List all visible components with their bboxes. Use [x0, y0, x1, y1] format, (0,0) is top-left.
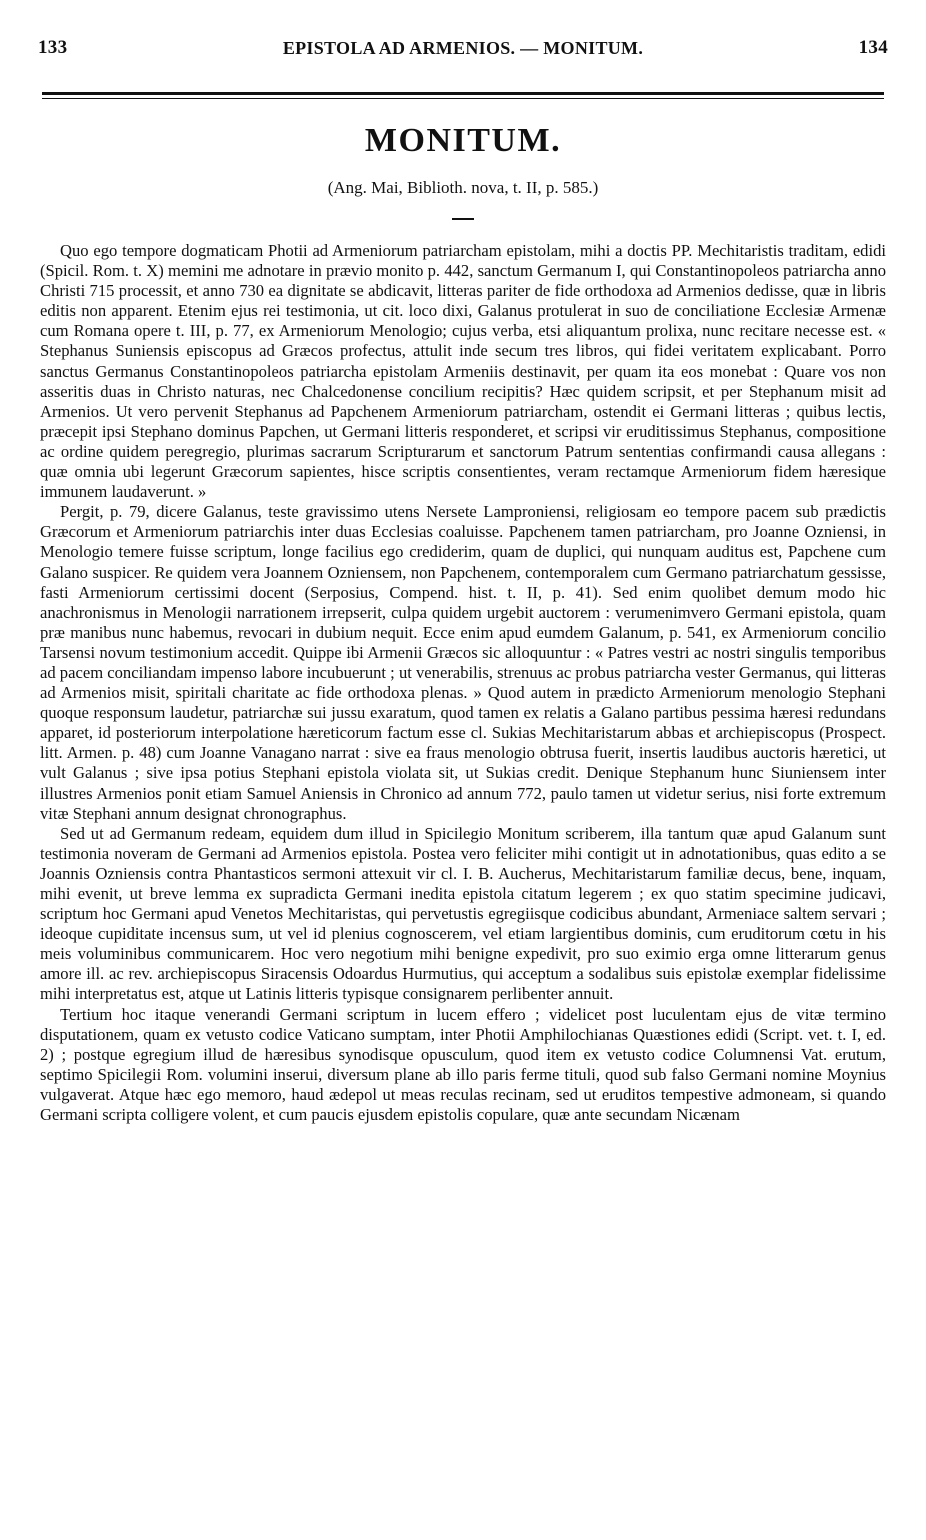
source-citation: (Ang. Mai, Biblioth. nova, t. II, p. 585.) [327, 178, 599, 197]
paragraph-1: Quo ego tempore dogmaticam Photii ad Armeniorum patriarcham epistolam, mihi a doctis PP. Mechitaristis traditam, edidi (Spicil. Rom. t. X) memini me adnotare in prævio monito p. 442, sanctum Germanum I, qui Constantinopoleos patriarcha anno Christi 715 processit, et anno 730 ea dignitate se abdicavit, litteras pariter de fide orthodoxa ad Armenios dedisse, quæ in libris editis non apparent. Etenim ejus rei testimonia, ut cit. loco dixi, Galanus protulerat in suo de conciliatione Ecclesiæ Armenæ cum Romana opere t. III, p. 77, ex Armeniorum Menologio; cujus verba, etsi aliquantum prolixa, nunc recitare necesse est. « Stephanus Suniensis episcopus ad Græcos profectus, attulit inde secum tres libros, qui fidei veritatem explicabant. Porro sanctus Germanus Constantinopoleos patriarcha epistolam Armeniis destinavit, per quam ita eos monebat : Quare vos non asseritis duas in Christo naturas, nec Chalcedonense concilium recipitis? Hæc quidem scripsit, et per Stephanum misit ad Armenios. Ut vero pervenit Stephanus ad Papchenem Armeniorum patriarcham, ostendit ei Germani litteras ; quibus lectis, præcepit ipsi Stephano dominus Papchen, ut Germani litteris responderet, et scripsi vir eruditissimus Stephanus, compositione ac ordine quidem peregregio, plurimas sacrarum Scripturarum et sanctorum Patrum sententias confirmandi causa allegans : quæ omnia ubi legerunt Græcorum sapientes, hisce scriptis consentientes, veram rectamque Armeniorum fidem hæresique immunem laudaverunt. » [40, 241, 886, 502]
paragraph-4: Tertium hoc itaque venerandi Germani scriptum in lucem effero ; videlicet post luculentam ejus de vitæ termino disputationem, quam ex vetusto codice Vaticano sumptam, inter Photii Amphilochianas Quæstiones edidi (Script. vet. t. I, ed. 2) ; postque egregium illud de hæresibus synodisque opusculum, quod item ex vetusto codice Columnensi Vat. erutum, septimo Spicilegii Rom. volumini inserui, diversum plane ab illo paris ferme tituli, quod sub falso Germani nomine Moynius vulgaverat. Atque hæc ego memoro, haud ædepol ut meas reculas recinam, sed ut eruditos tempestive admoneam, si quando Germani scripta colligere volent, et cum paucis ejusdem epistolis copulare, quæ ante secundam Nicænam [40, 1004, 886, 1125]
header-rule-thin [42, 98, 884, 99]
separator-dash [452, 218, 474, 220]
section-title: MONITUM. [364, 122, 562, 159]
running-header [38, 32, 888, 64]
header-rule-thick [42, 92, 884, 95]
paragraph-2: Pergit, p. 79, dicere Galanus, teste gravissimo utens Nersete Lamproniensi, religiosam eo tempore pacem sub prædictis Græcorum et Armeniorum patriarchis inter duas Ecclesias coaluisse. Papchenem tamen patriarcham, pro Joanne Ozniensi, in Menologio temere fuisse scriptum, longe facilius ego crediderim, quam de duplici, qui nunquam auditus est, Papchene cum Galano suspicer. Re quidem vera Joannem Ozniensem, non Papchenem, contemporalem cum Germano patriarchatum gessisse, fasti Armeniorum certissimi docent (Serposius, Compend. hist. t. II, p. 41). Sed enim quolibet demum modo hic anachronismus in Menologii narrationem irrepserit, culpa quidem urgebit auctorem : verumenimvero Germani epistola, quam præ manibus nunc habemus, revocari in dubium nequit. Ecce enim apud eumdem Galanum, p. 541, ex Armeniorum concilio Tarsensi novum testimonium accedit. Quippe ibi Armenii Græcos sic alloquuntur : « Patres vestri ac nostri singulis temporibus ad pacem conciliandam impenso labore incubuerunt ; ut venerabilis, strenuus ac probus patriarcha vester Germanus, qui litteras ad Armenios misit, spiritali charitate ac fide orthodoxa plenas. » Quod autem in prædicto Armeniorum menologio Stephani quoque responsum laudetur, patriarchæ sui jussu exaratum, quod tamen ex relatis a Galano partibus pessima hæresi redundans apparet, id posteriorum interpolatione hæreticorum factum esse cl. Sukias Mechitaristarum abbas et archiepiscopus (Prospect. litt. Armen. p. 48) cum Joanne Vanagano narrat : sive ea fraus menologio obtrusa fuerit, insertis laudibus auctoris hæretici, ut vult Galanus ; sive ipsa potius Stephani epistola violata sit, ut Sukias credit. Denique Stephanum hunc Siuniensem inter illustres Armenios ponit etiam Samuel Aniensis in Chronico ad annum 772, paulo tamen ut videtur serius, nisi forte extremum vitæ Stephani annum designat chronographus. [40, 502, 886, 823]
page-number-right: 134 [858, 37, 888, 58]
paragraph-3: Sed ut ad Germanum redeam, equidem dum illud in Spicilegio Monitum scriberem, illa tantum quæ apud Galanum sunt testimonia noveram de Germani ad Armenios epistola. Postea vero feliciter mihi contigit ut in adnotationibus, quas edito a se Joannis Ozniensis contra Phantasticos sermoni attexuit vir cl. I. B. Aucherus, Mechitaristarum familiæ decus, bene, inquam, mihi evenit, ut breve lemma ex supradicta Germani inedita epistola citatum legerem ; ex quo statim specimine judicavi, scriptum hoc Germani apud Venetos Mechitaristas, qui pervetustis egregiisque codicibus abundant, Armeniace saltem servari ; ideoque cupiditate incensus sum, ut vel id plenius cognoscerem, vel etiam largientibus dominis, cum eruditorum cœtu in his meis voluminibus communicarem. Hoc vero negotium mihi benigne expedivit, pro suo eximio erga omne litterarum genus amore ill. ac rev. archiepiscopus Siracensis Odoardus Hurmutius, qui acceptum a sodalibus suis epistolæ exemplar fidelissime mihi interpretatus est, atque ut Latinis litteris typisque consignarem perlibenter annuit. [40, 823, 886, 1004]
running-title: EPISTOLA AD ARMENIOS. — MONITUM. [282, 37, 644, 58]
page-number-left: 133 [38, 37, 68, 58]
body-text [40, 241, 886, 1125]
